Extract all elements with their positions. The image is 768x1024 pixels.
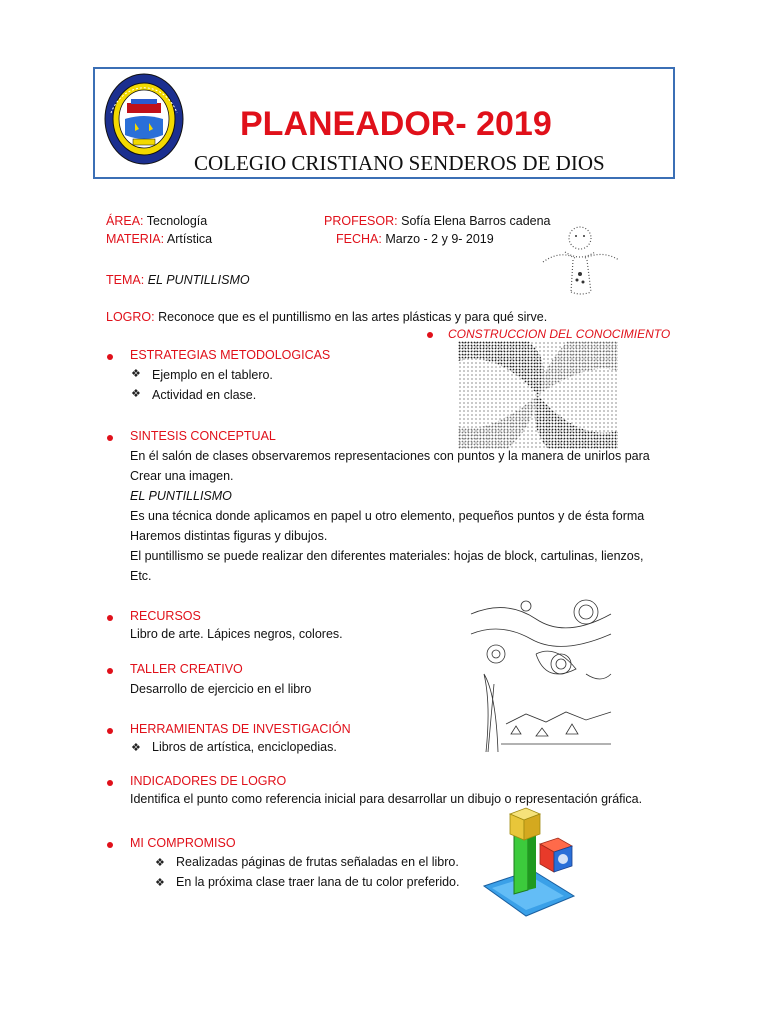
bullet-icon: [427, 332, 433, 338]
sintesis-text: Etc.: [130, 569, 152, 583]
school-name: COLEGIO CRISTIANO SENDEROS DE DIOS: [194, 151, 605, 175]
recursos-heading: RECURSOS: [130, 609, 201, 623]
pointillism-swirl-image: [458, 341, 618, 449]
tema-label: TEMA:: [106, 273, 145, 287]
sintesis-heading: SINTESIS CONCEPTUAL: [130, 429, 276, 443]
bullet-icon: [107, 842, 113, 848]
list-item: Actividad en clase.: [152, 388, 257, 402]
list-item: Realizadas páginas de frutas señaladas en el libro.: [176, 855, 459, 869]
fecha-row: [336, 229, 494, 249]
sintesis-subtitle: EL PUNTILLISMO: [130, 489, 232, 503]
school-logo: [103, 73, 185, 167]
area-row: [106, 211, 207, 231]
logro-value: Reconoce que es el puntillismo en las artes plásticas y para qué sirve.: [158, 310, 548, 324]
starry-night-image: [466, 594, 616, 752]
tema-value: EL PUNTILLISMO: [147, 273, 250, 287]
sintesis-text: Crear una imagen.: [130, 469, 234, 483]
profesor-label: PROFESOR:: [324, 214, 398, 228]
compromiso-heading: MI COMPROMISO: [130, 836, 236, 850]
sintesis-text: Es una técnica donde aplicamos en papel u otro elemento, pequeños puntos y de ésta forma: [130, 509, 645, 523]
diamond-bullet-icon: ❖: [131, 388, 141, 400]
profesor-row: [324, 211, 551, 231]
fecha-label: FECHA:: [336, 232, 382, 246]
indicadores-heading: INDICADORES DE LOGRO: [130, 774, 287, 788]
sintesis-text: Haremos distintas figuras y dibujos.: [130, 529, 328, 543]
list-item: Libros de artística, enciclopedias.: [152, 740, 337, 754]
profesor-value: Sofía Elena Barros cadena: [401, 214, 551, 228]
construccion-heading: CONSTRUCCION DEL CONOCIMIENTO: [448, 327, 671, 341]
diamond-bullet-icon: ❖: [155, 857, 165, 869]
area-value: Tecnología: [146, 214, 208, 228]
recursos-text: Libro de arte. Lápices negros, colores.: [130, 627, 343, 641]
tema-row: [106, 270, 250, 290]
diamond-bullet-icon: ❖: [155, 877, 165, 889]
bullet-icon: [107, 615, 113, 621]
logro-label: LOGRO:: [106, 310, 155, 324]
sintesis-text: El puntillismo se puede realizar den diferentes materiales: hojas de block, cartulinas, lienzos,: [130, 549, 644, 563]
sintesis-text: En él salón de clases observaremos representaciones con puntos y la manera de unirlos para: [130, 449, 650, 463]
taller-heading: TALLER CREATIVO: [130, 662, 243, 676]
dotted-figure-image: [535, 222, 625, 298]
bullet-icon: [107, 728, 113, 734]
bullet-icon: [107, 435, 113, 441]
bullet-icon: [107, 354, 113, 360]
bullet-icon: [107, 668, 113, 674]
materia-row: [106, 229, 212, 249]
materia-label: MATERIA:: [106, 232, 165, 246]
bullet-icon: [107, 780, 113, 786]
area-label: ÁREA:: [106, 214, 144, 228]
materia-value: Artística: [166, 232, 213, 246]
list-item: Ejemplo en el tablero.: [152, 368, 273, 382]
page-title: PLANEADOR- 2019: [240, 105, 552, 143]
list-item: En la próxima clase traer lana de tu color preferido.: [176, 875, 460, 889]
diamond-bullet-icon: ❖: [131, 368, 141, 380]
fecha-value: Marzo - 2 y 9- 2019: [385, 232, 494, 246]
estrategias-heading: ESTRATEGIAS METODOLOGICAS: [130, 348, 331, 362]
indicadores-text: Identifica el punto como referencia inicial para desarrollar un dibujo o representación gráfica.: [130, 792, 643, 806]
letter-blocks-clipart: [470, 804, 582, 920]
taller-text: Desarrollo de ejercicio en el libro: [130, 682, 312, 696]
diamond-bullet-icon: ❖: [131, 742, 141, 754]
herramientas-heading: HERRAMIENTAS DE INVESTIGACIÓN: [130, 722, 351, 736]
